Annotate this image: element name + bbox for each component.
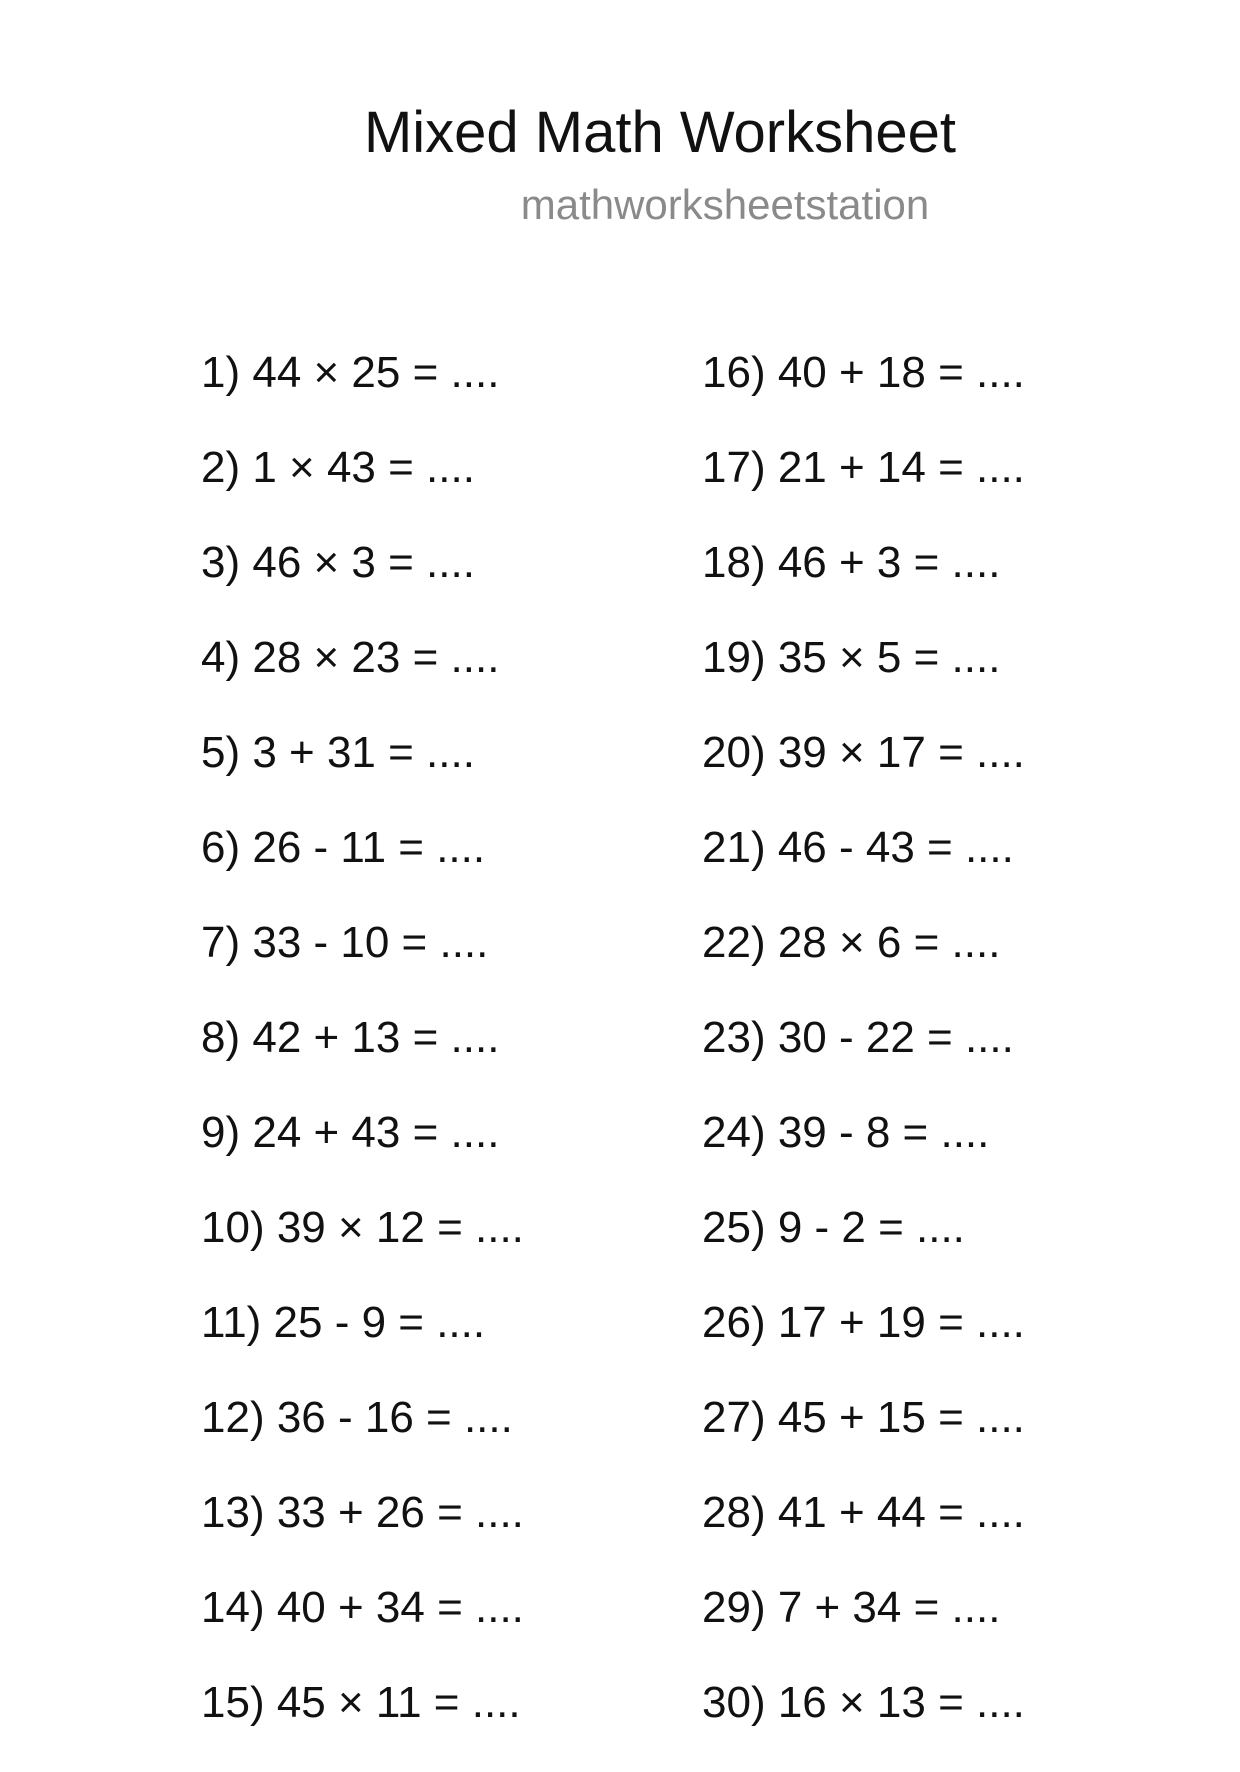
problem-item: 1) 44 × 25 = .... — [201, 348, 500, 397]
problem-item: 22) 28 × 6 = .... — [702, 918, 1001, 967]
problem-item: 19) 35 × 5 = .... — [702, 633, 1001, 682]
problem-item: 12) 36 - 16 = .... — [201, 1393, 513, 1442]
problem-column-left — [201, 347, 524, 1772]
problem-item: 4) 28 × 23 = .... — [201, 633, 500, 682]
problem-item: 27) 45 + 15 = .... — [702, 1393, 1025, 1442]
problem-item: 18) 46 + 3 = .... — [702, 538, 1001, 587]
problem-item: 21) 46 - 43 = .... — [702, 823, 1014, 872]
problem-item: 2) 1 × 43 = .... — [201, 443, 475, 492]
problem-item: 5) 3 + 31 = .... — [201, 728, 475, 777]
problem-item: 26) 17 + 19 = .... — [702, 1298, 1025, 1347]
problem-item: 3) 46 × 3 = .... — [201, 538, 475, 587]
problem-item: 11) 25 - 9 = .... — [201, 1298, 486, 1347]
problem-item: 6) 26 - 11 = .... — [201, 823, 486, 872]
problem-item: 16) 40 + 18 = .... — [702, 348, 1025, 397]
problem-item: 8) 42 + 13 = .... — [201, 1013, 500, 1062]
problem-item: 30) 16 × 13 = .... — [702, 1678, 1025, 1727]
worksheet-source: mathworksheetstation — [520, 181, 930, 228]
problem-item: 28) 41 + 44 = .... — [702, 1488, 1025, 1537]
problem-column-right — [702, 347, 1025, 1772]
problem-item: 17) 21 + 14 = .... — [702, 443, 1025, 492]
problem-item: 23) 30 - 22 = .... — [702, 1013, 1014, 1062]
problem-item: 15) 45 × 11 = .... — [201, 1678, 521, 1727]
problem-item: 7) 33 - 10 = .... — [201, 918, 489, 967]
problem-item: 29) 7 + 34 = .... — [702, 1583, 1001, 1632]
problem-item: 13) 33 + 26 = .... — [201, 1488, 524, 1537]
problem-item: 9) 24 + 43 = .... — [201, 1108, 500, 1157]
problem-item: 20) 39 × 17 = .... — [702, 728, 1025, 777]
problem-item: 25) 9 - 2 = .... — [702, 1203, 965, 1252]
problem-item: 10) 39 × 12 = .... — [201, 1203, 524, 1252]
problem-item: 24) 39 - 8 = .... — [702, 1108, 990, 1157]
worksheet-title: Mixed Math Worksheet — [363, 100, 957, 165]
problem-item: 14) 40 + 34 = .... — [201, 1583, 524, 1632]
